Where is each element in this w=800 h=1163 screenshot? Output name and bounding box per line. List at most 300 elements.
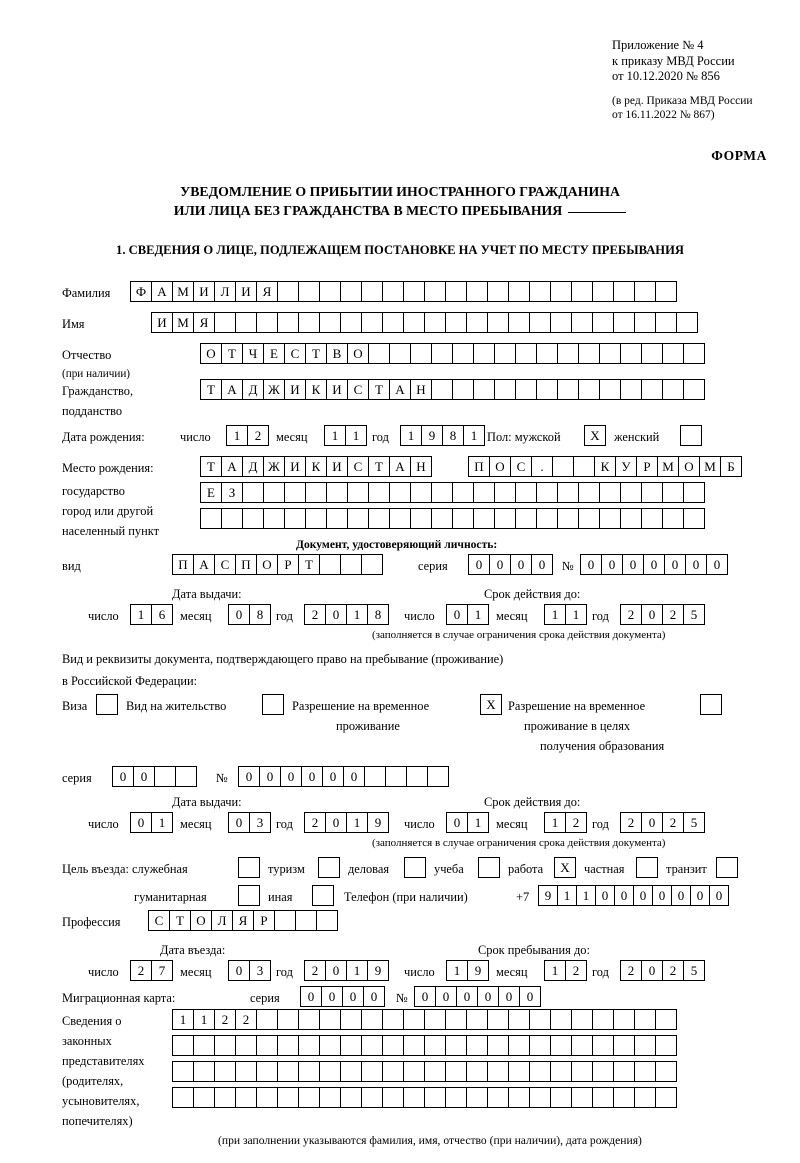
cell[interactable] [277,281,299,302]
cell[interactable] [368,482,390,503]
cell[interactable] [494,482,516,503]
cell[interactable] [536,508,558,529]
cell[interactable] [655,1087,677,1108]
cell[interactable] [175,766,197,787]
cell[interactable] [452,379,474,400]
cell[interactable]: К [594,456,616,477]
cell[interactable] [578,379,600,400]
cell[interactable] [385,766,407,787]
cell[interactable] [172,1087,194,1108]
cell[interactable]: 8 [367,604,389,625]
cell[interactable] [382,1035,404,1056]
cell[interactable] [235,1087,257,1108]
cell[interactable]: 1 [400,425,422,446]
cell[interactable]: П [172,554,194,575]
cell[interactable]: 1 [565,604,587,625]
cell[interactable]: 1 [345,425,367,446]
cell[interactable] [277,1061,299,1082]
cell[interactable]: 0 [342,986,364,1007]
cell[interactable] [424,1087,446,1108]
cell[interactable] [655,1009,677,1030]
cell[interactable]: 0 [468,554,490,575]
cell[interactable] [368,508,390,529]
cell[interactable]: Р [277,554,299,575]
permit-valid-month-cells[interactable] [544,812,586,833]
cell[interactable] [200,508,222,529]
cell[interactable] [316,910,338,931]
legal-rep-row4-cells[interactable] [172,1087,676,1108]
cell[interactable]: 1 [151,812,173,833]
cell[interactable]: 0 [489,554,511,575]
cell[interactable]: 1 [226,425,248,446]
cell[interactable] [613,1009,635,1030]
cell[interactable] [592,1061,614,1082]
cell[interactable]: П [468,456,490,477]
cell[interactable] [529,1035,551,1056]
cell[interactable]: 0 [685,554,707,575]
cell[interactable] [655,281,677,302]
cell[interactable] [424,281,446,302]
cell[interactable]: 3 [249,960,271,981]
cell[interactable] [319,281,341,302]
cell[interactable] [634,1061,656,1082]
cell[interactable] [277,1087,299,1108]
cell[interactable] [578,508,600,529]
cell[interactable]: 2 [565,960,587,981]
cell[interactable]: М [657,456,679,477]
cell[interactable] [172,1035,194,1056]
cell[interactable]: 0 [414,986,436,1007]
cell[interactable] [641,508,663,529]
cell[interactable] [487,1061,509,1082]
cell[interactable] [641,343,663,364]
cell[interactable] [298,312,320,333]
doc-issue-month-cells[interactable] [228,604,270,625]
cell[interactable] [256,1009,278,1030]
cell[interactable] [634,1009,656,1030]
cell[interactable]: С [214,554,236,575]
cell[interactable]: 1 [557,885,577,906]
cell[interactable]: 2 [620,812,642,833]
cell[interactable]: 0 [435,986,457,1007]
cell[interactable] [508,1061,530,1082]
stay-year-cells[interactable] [620,960,704,981]
surname-cells[interactable] [130,281,676,302]
cell[interactable] [389,482,411,503]
cell[interactable] [452,508,474,529]
cell[interactable] [620,508,642,529]
cell[interactable] [214,1087,236,1108]
cell[interactable]: 9 [538,885,558,906]
cell[interactable]: О [190,910,212,931]
cell[interactable]: 2 [620,604,642,625]
cell[interactable]: Р [636,456,658,477]
cell[interactable] [403,1087,425,1108]
cell[interactable]: 6 [151,604,173,625]
cell[interactable] [431,379,453,400]
cell[interactable] [452,482,474,503]
cell[interactable]: 2 [304,812,326,833]
cell[interactable] [655,1061,677,1082]
cell[interactable] [592,1009,614,1030]
purpose-study-checkbox[interactable] [478,857,500,878]
cell[interactable] [361,1061,383,1082]
cell[interactable]: А [193,554,215,575]
cell[interactable] [683,379,705,400]
cell[interactable]: Н [410,379,432,400]
cell[interactable] [662,508,684,529]
cell[interactable]: 0 [706,554,728,575]
cell[interactable] [340,554,362,575]
permit-issue-month-cells[interactable] [228,812,270,833]
cell[interactable] [256,1061,278,1082]
stay-month-cells[interactable] [544,960,586,981]
cell[interactable] [508,312,530,333]
permit-series-cells[interactable] [112,766,196,787]
cell[interactable] [613,1035,635,1056]
cell[interactable] [305,508,327,529]
cell[interactable] [578,343,600,364]
cell[interactable] [445,281,467,302]
cell[interactable]: 0 [709,885,729,906]
cell[interactable] [172,1061,194,1082]
cell[interactable] [529,312,551,333]
cell[interactable] [473,482,495,503]
cell[interactable]: 0 [622,554,644,575]
cell[interactable] [445,1035,467,1056]
cell[interactable] [214,1061,236,1082]
cell[interactable] [641,482,663,503]
cell[interactable]: 0 [641,960,663,981]
purpose-humanitarian-checkbox[interactable] [238,885,260,906]
cell[interactable]: 0 [133,766,155,787]
cell[interactable] [550,281,572,302]
cell[interactable] [655,1035,677,1056]
migration-series-cells[interactable] [300,986,384,1007]
legal-rep-row3-cells[interactable] [172,1061,676,1082]
cell[interactable] [620,343,642,364]
cell[interactable]: И [326,379,348,400]
cell[interactable]: О [256,554,278,575]
cell[interactable]: С [148,910,170,931]
cell[interactable] [571,1061,593,1082]
cell[interactable] [529,1009,551,1030]
cell[interactable] [550,1035,572,1056]
cell[interactable] [571,281,593,302]
cell[interactable]: 0 [652,885,672,906]
cell[interactable]: 0 [664,554,686,575]
cell[interactable] [403,312,425,333]
cell[interactable] [515,379,537,400]
cell[interactable] [634,1035,656,1056]
cell[interactable] [382,1061,404,1082]
citizenship-cells[interactable] [200,379,704,400]
cell[interactable] [427,766,449,787]
birth-day-cells[interactable] [226,425,268,446]
cell[interactable] [557,482,579,503]
permit-valid-year-cells[interactable] [620,812,704,833]
permit-issue-day-cells[interactable] [130,812,172,833]
cell[interactable] [347,482,369,503]
cell[interactable] [599,343,621,364]
cell[interactable]: 0 [641,604,663,625]
cell[interactable] [466,1061,488,1082]
cell[interactable] [487,1035,509,1056]
cell[interactable] [529,281,551,302]
cell[interactable]: С [347,379,369,400]
cell[interactable]: Т [169,910,191,931]
cell[interactable]: 0 [325,604,347,625]
visa-checkbox[interactable] [96,694,118,715]
cell[interactable]: 1 [346,604,368,625]
stay-day-cells[interactable] [446,960,488,981]
cell[interactable]: 3 [249,812,271,833]
doc-number-cells[interactable] [580,554,727,575]
cell[interactable] [634,281,656,302]
cell[interactable]: 5 [683,604,705,625]
cell[interactable] [452,343,474,364]
cell[interactable] [571,312,593,333]
cell[interactable] [340,1061,362,1082]
cell[interactable] [641,379,663,400]
cell[interactable]: 1 [193,1009,215,1030]
cell[interactable]: И [284,379,306,400]
cell[interactable] [256,1035,278,1056]
cell[interactable]: О [678,456,700,477]
cell[interactable] [508,1035,530,1056]
cell[interactable]: 8 [249,604,271,625]
entry-month-cells[interactable] [228,960,270,981]
cell[interactable]: 1 [467,812,489,833]
cell[interactable] [557,343,579,364]
birth-month-cells[interactable] [324,425,366,446]
cell[interactable] [557,508,579,529]
cell[interactable]: 0 [519,986,541,1007]
cell[interactable]: 9 [421,425,443,446]
cell[interactable] [406,766,428,787]
cell[interactable] [431,343,453,364]
cell[interactable] [214,312,236,333]
cell[interactable]: 1 [467,604,489,625]
purpose-official-checkbox[interactable] [238,857,260,878]
cell[interactable]: 0 [112,766,134,787]
doc-series-cells[interactable] [468,554,552,575]
cell[interactable]: 0 [641,812,663,833]
cell[interactable] [403,1061,425,1082]
cell[interactable] [662,379,684,400]
cell[interactable] [364,766,386,787]
cell[interactable] [662,482,684,503]
cell[interactable] [389,508,411,529]
cell[interactable] [515,482,537,503]
cell[interactable] [326,482,348,503]
cell[interactable] [466,312,488,333]
cell[interactable]: А [221,456,243,477]
cell[interactable] [382,312,404,333]
cell[interactable] [361,281,383,302]
cell[interactable] [683,343,705,364]
cell[interactable]: 2 [247,425,269,446]
cell[interactable]: 2 [620,960,642,981]
cell[interactable] [613,1087,635,1108]
cell[interactable]: П [235,554,257,575]
doc-issue-year-cells[interactable] [304,604,388,625]
temp-residence-checkbox[interactable]: Х [480,694,502,715]
residence-permit-checkbox[interactable] [262,694,284,715]
cell[interactable] [340,1035,362,1056]
cell[interactable] [298,1087,320,1108]
cell[interactable] [445,312,467,333]
cell[interactable] [620,379,642,400]
cell[interactable] [319,1009,341,1030]
cell[interactable] [487,1087,509,1108]
cell[interactable] [571,1009,593,1030]
cell[interactable] [515,343,537,364]
cell[interactable]: 2 [304,604,326,625]
cell[interactable] [536,343,558,364]
cell[interactable]: 8 [442,425,464,446]
permit-valid-day-cells[interactable] [446,812,488,833]
cell[interactable]: А [221,379,243,400]
cell[interactable]: 0 [238,766,260,787]
cell[interactable]: 1 [130,604,152,625]
cell[interactable]: 9 [367,812,389,833]
cell[interactable] [361,554,383,575]
doc-valid-year-cells[interactable] [620,604,704,625]
cell[interactable]: Т [200,456,222,477]
cell[interactable]: 5 [683,960,705,981]
cell[interactable]: Т [368,379,390,400]
cell[interactable] [613,312,635,333]
cell[interactable]: 2 [214,1009,236,1030]
cell[interactable] [298,1035,320,1056]
cell[interactable] [508,1009,530,1030]
cell[interactable] [277,1035,299,1056]
cell[interactable] [613,1061,635,1082]
birthplace-city-row2-cells[interactable] [200,482,704,503]
cell[interactable] [445,1009,467,1030]
edu-residence-checkbox[interactable] [700,694,722,715]
cell[interactable] [634,312,656,333]
cell[interactable] [340,281,362,302]
cell[interactable] [573,456,595,477]
cell[interactable] [298,1009,320,1030]
permit-number-cells[interactable] [238,766,448,787]
cell[interactable] [263,508,285,529]
cell[interactable] [382,1009,404,1030]
cell[interactable]: Т [368,456,390,477]
cell[interactable] [277,312,299,333]
cell[interactable]: 0 [322,766,344,787]
cell[interactable]: 0 [446,812,468,833]
cell[interactable]: 0 [446,604,468,625]
cell[interactable] [424,312,446,333]
cell[interactable] [193,1087,215,1108]
doc-issue-day-cells[interactable] [130,604,172,625]
cell[interactable]: А [389,456,411,477]
cell[interactable] [235,1061,257,1082]
cell[interactable] [382,281,404,302]
cell[interactable]: Б [720,456,742,477]
cell[interactable]: О [489,456,511,477]
cell[interactable]: 0 [259,766,281,787]
cell[interactable] [235,312,257,333]
cell[interactable] [557,379,579,400]
cell[interactable]: З [221,482,243,503]
cell[interactable]: 0 [228,604,250,625]
cell[interactable] [487,312,509,333]
cell[interactable] [473,508,495,529]
legal-rep-row1-cells[interactable] [172,1009,676,1030]
cell[interactable]: К [305,456,327,477]
cell[interactable]: 7 [151,960,173,981]
birthplace-city-row1-cells[interactable] [468,456,741,477]
cell[interactable]: И [193,281,215,302]
cell[interactable]: 2 [662,812,684,833]
birth-year-cells[interactable] [400,425,484,446]
cell[interactable]: 9 [467,960,489,981]
cell[interactable]: 2 [235,1009,257,1030]
cell[interactable] [676,312,698,333]
cell[interactable] [361,1087,383,1108]
cell[interactable]: 0 [690,885,710,906]
cell[interactable]: Д [242,379,264,400]
cell[interactable]: Т [200,379,222,400]
cell[interactable] [445,1061,467,1082]
cell[interactable] [466,1035,488,1056]
cell[interactable]: 0 [614,885,634,906]
cell[interactable]: Л [214,281,236,302]
cell[interactable] [466,1087,488,1108]
cell[interactable] [340,1009,362,1030]
cell[interactable]: 0 [280,766,302,787]
purpose-tourism-checkbox[interactable] [318,857,340,878]
cell[interactable] [403,281,425,302]
cell[interactable]: 0 [498,986,520,1007]
cell[interactable] [284,482,306,503]
cell[interactable]: . [531,456,553,477]
cell[interactable] [298,1061,320,1082]
cell[interactable] [319,1087,341,1108]
cell[interactable]: 0 [671,885,691,906]
cell[interactable] [683,482,705,503]
cell[interactable]: Т [298,554,320,575]
cell[interactable] [193,1061,215,1082]
cell[interactable]: 0 [477,986,499,1007]
cell[interactable]: 2 [662,960,684,981]
cell[interactable] [389,343,411,364]
cell[interactable] [424,1009,446,1030]
cell[interactable] [424,1035,446,1056]
cell[interactable] [466,1009,488,1030]
cell[interactable]: 0 [643,554,665,575]
cell[interactable] [550,1061,572,1082]
doc-kind-cells[interactable] [172,554,382,575]
cell[interactable]: М [172,281,194,302]
cell[interactable] [410,508,432,529]
cell[interactable]: В [326,343,348,364]
birthplace-city-row3-cells[interactable] [200,508,704,529]
cell[interactable]: К [305,379,327,400]
cell[interactable] [256,312,278,333]
cell[interactable] [319,1035,341,1056]
entry-day-cells[interactable] [130,960,172,981]
cell[interactable]: Я [232,910,254,931]
profession-cells[interactable] [148,910,337,931]
cell[interactable] [424,1061,446,1082]
cell[interactable] [340,1087,362,1108]
cell[interactable] [473,343,495,364]
